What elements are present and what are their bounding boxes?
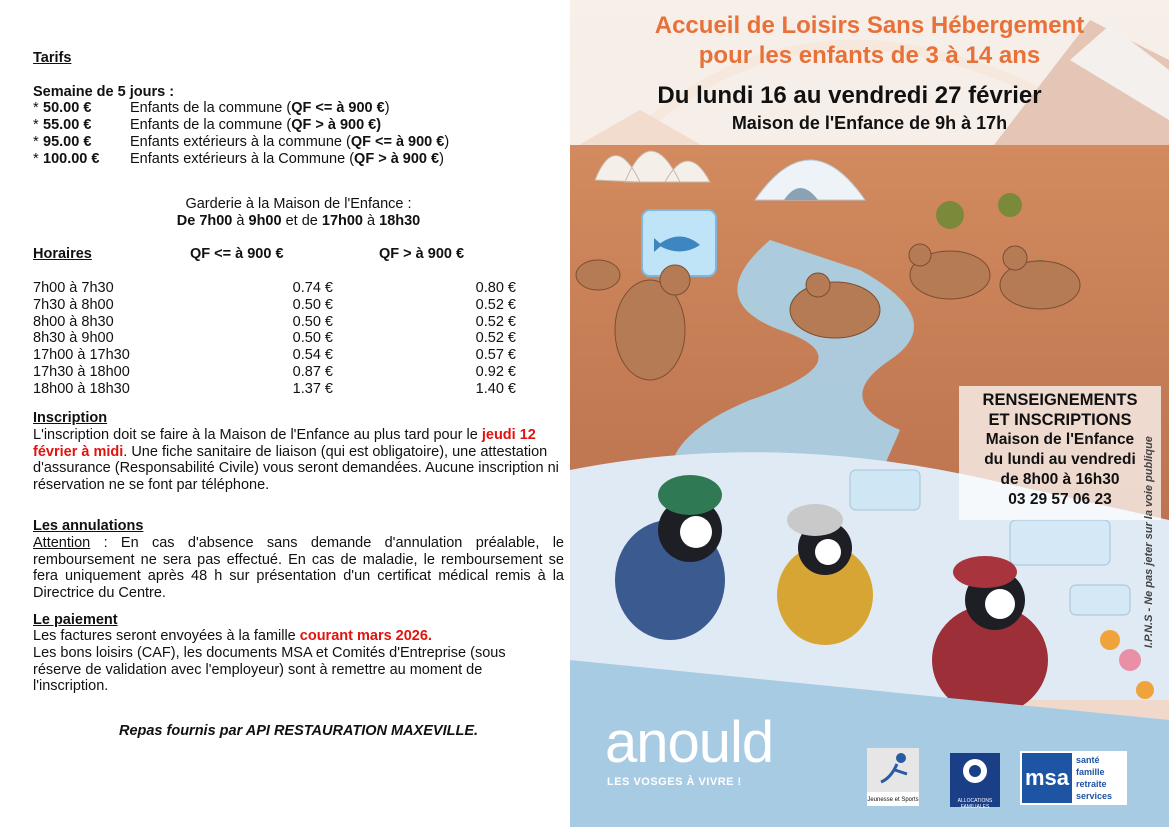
inscription-heading: Inscription — [33, 410, 108, 426]
week-heading: Semaine de 5 jours : — [33, 84, 175, 100]
repas-note: Repas fournis par API RESTAURATION MAXEVILLE. — [118, 723, 479, 739]
horaires-heading: Horaires — [33, 246, 92, 262]
rate-row — [33, 134, 450, 151]
table-row: 7h00 à 7h30 0.74 € 0.80 € — [33, 280, 516, 296]
table-row: 8h00 à 8h30 0.50 € 0.52 € — [33, 313, 516, 330]
caf-logo — [950, 753, 1000, 810]
rate-row — [33, 151, 444, 168]
rate-desc: Enfants extérieurs à la Commune (QF > à 900 €) — [130, 151, 444, 167]
table-row: 17h00 à 17h30 0.54 € 0.57 € — [33, 347, 516, 364]
tarifs-heading: Tarifs — [33, 50, 72, 66]
brand-logo: anould — [605, 710, 774, 775]
paiement-text-1: Les factures seront envoyées à la famille courant mars 2026. — [33, 628, 432, 644]
caf-icon — [950, 753, 1000, 793]
hours-table — [33, 280, 516, 398]
msa-logo — [1020, 751, 1127, 805]
bullet: * — [33, 151, 39, 167]
runner-icon — [867, 748, 919, 792]
col-header-qf-low: QF <= à 900 € — [190, 246, 284, 262]
bullet: * — [33, 100, 39, 116]
flyer-dates: Du lundi 16 au vendredi 27 février — [657, 82, 1042, 109]
rate-row — [33, 100, 390, 117]
contact-title: RENSEIGNEMENTS — [982, 391, 1138, 409]
rate-desc: Enfants de la commune (QF <= à 900 €) — [130, 100, 390, 116]
rate-price: 50.00 € — [43, 100, 92, 116]
rate-row — [33, 117, 382, 134]
ipns-notice — [1143, 608, 1155, 648]
flyer-title-line2: pour les enfants de 3 à 14 ans — [698, 42, 1041, 69]
bullet: * — [33, 134, 39, 150]
col-header-qf-high: QF > à 900 € — [379, 246, 465, 262]
flyer-title-line1: Accueil de Loisirs Sans Hébergement — [654, 12, 1085, 39]
paiement-heading: Le paiement — [33, 612, 118, 628]
jeunesse-sports-caption: Jeunesse et Sports — [867, 797, 919, 803]
contact-place: Maison de l'Enfance — [985, 431, 1135, 448]
contact-subtitle: ET INSCRIPTIONS — [988, 411, 1132, 429]
contact-hours: de 8h00 à 16h30 — [1000, 471, 1120, 488]
brand-tagline: LES VOSGES À VIVRE ! — [607, 776, 742, 788]
caf-caption: ALLOCATIONS FAMILIALES — [957, 798, 993, 810]
bullet: * — [33, 117, 39, 133]
msa-mark: msa — [1022, 753, 1072, 803]
annulations-heading: Les annulations — [33, 518, 144, 534]
garderie-hours: De 7h00 à 9h00 et de 17h00 à 18h30 — [176, 213, 421, 229]
rate-price: 95.00 € — [43, 134, 92, 150]
flyer-place: Maison de l'Enfance de 9h à 17h — [731, 113, 1008, 133]
table-row: 8h30 à 9h00 0.50 € 0.52 € — [33, 330, 516, 347]
inscription-text: L'inscription doit se faire à la Maison de l'Enfance au plus tard pour le jeudi 12 février à midi. Une fiche sanitaire de liaison (qui est obligatoire), une attestation d'assurance (Responsabilité Civile) vous seront demandées. Aucune inscription ni réservation ne se font par téléphone. — [33, 427, 559, 493]
rate-price: 55.00 € — [43, 117, 92, 133]
table-row: 18h00 à 18h30 1.37 € 1.40 € — [33, 380, 516, 397]
table-row: 17h30 à 18h00 0.87 € 0.92 € — [33, 363, 516, 380]
paiement-text-2: Les bons loisirs (CAF), les documents MSA et Comités d'Entreprise (sous réserve de validation avec l'employeur) sont à remettre au moment de l'inscription. — [33, 645, 506, 694]
rate-desc: Enfants de la commune (QF > à 900 €) — [130, 117, 382, 133]
contact-panel — [959, 386, 1161, 520]
contact-days: du lundi au vendredi — [984, 451, 1136, 468]
rate-price: 100.00 € — [43, 151, 100, 167]
jeunesse-sports-logo — [867, 748, 919, 806]
info-page — [0, 0, 570, 827]
garderie-title: Garderie à la Maison de l'Enfance : — [185, 196, 412, 212]
contact-phone: 03 29 57 06 23 — [1008, 491, 1112, 508]
table-row: 7h30 à 8h00 0.50 € 0.52 € — [33, 296, 516, 313]
msa-words: santé famille retraite services — [1076, 755, 1113, 801]
annulations-text: Attention : En cas d'absence sans demande d'annulation préalable, le remboursement ne sera pas effectué. En cas de maladie, le remboursement se fera uniquement après 48 h sur présentation d'un certificat médical remis à la Directrice du Centre. — [33, 535, 564, 601]
rate-desc: Enfants extérieurs à la commune (QF <= à 900 €) — [130, 134, 450, 150]
